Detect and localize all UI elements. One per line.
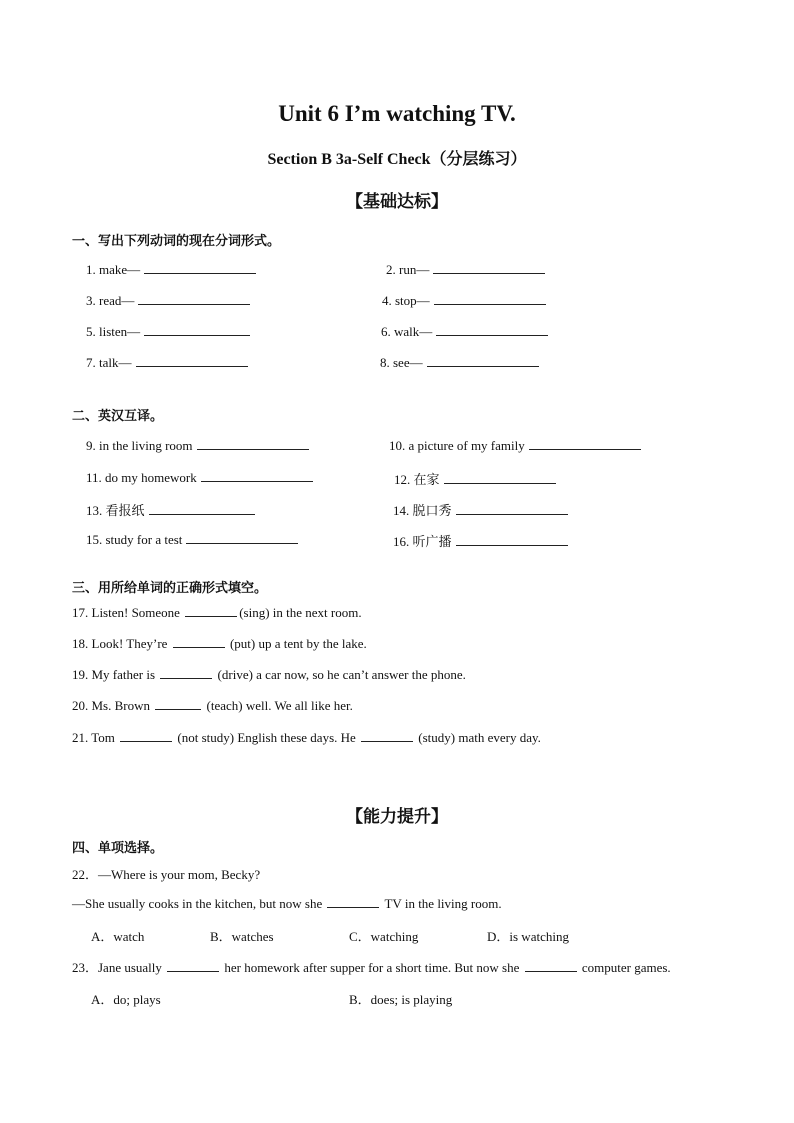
answer-blank[interactable] bbox=[361, 729, 413, 742]
answer-line[interactable] bbox=[197, 437, 309, 450]
item-number: 10. bbox=[389, 438, 406, 453]
answer-line[interactable] bbox=[456, 533, 568, 546]
answer-blank[interactable] bbox=[167, 959, 219, 972]
item-number: 14. bbox=[393, 503, 410, 518]
list-item bbox=[389, 437, 641, 454]
question-19 bbox=[72, 666, 466, 683]
question-23 bbox=[72, 957, 671, 976]
answer-line[interactable] bbox=[136, 354, 248, 367]
list-item bbox=[86, 354, 248, 371]
item-number: 1. bbox=[86, 262, 96, 277]
item-number: 5. bbox=[86, 324, 96, 339]
answer-blank[interactable] bbox=[327, 895, 379, 908]
option-b[interactable]: B．watches bbox=[210, 929, 274, 944]
answer-line[interactable] bbox=[144, 261, 256, 274]
list-item bbox=[386, 261, 545, 278]
question-text: 17. Listen! Someone bbox=[72, 605, 184, 620]
question-18 bbox=[72, 635, 367, 652]
item-number: 12. bbox=[394, 472, 411, 487]
question-17 bbox=[72, 604, 362, 621]
answer-blank[interactable] bbox=[525, 959, 577, 972]
answer-line[interactable] bbox=[436, 323, 548, 336]
question-text: 20. Ms. Brown bbox=[72, 698, 154, 713]
section2-heading: 二、英汉互译。 bbox=[72, 409, 164, 424]
answer-blank[interactable] bbox=[173, 635, 225, 648]
question-text: (drive) a car now, so he can’t answer the phone. bbox=[214, 667, 466, 682]
item-word: run— bbox=[399, 262, 430, 277]
answer-line[interactable] bbox=[456, 502, 568, 515]
item-text: a picture of my family bbox=[408, 438, 525, 453]
list-item bbox=[393, 500, 568, 519]
list-item bbox=[86, 469, 313, 486]
list-item bbox=[86, 323, 250, 340]
item-number: 3. bbox=[86, 293, 96, 308]
section1-heading: 一、写出下列动词的现在分词形式。 bbox=[72, 234, 281, 249]
band-advanced: 【能力提升】 bbox=[346, 807, 448, 826]
item-word: see— bbox=[393, 355, 423, 370]
answer-line[interactable] bbox=[144, 323, 250, 336]
answer-line[interactable] bbox=[186, 531, 298, 544]
item-text: do my homework bbox=[105, 470, 197, 485]
question-text: computer games. bbox=[578, 960, 671, 975]
question-21 bbox=[72, 729, 541, 746]
item-number: 4. bbox=[382, 293, 392, 308]
band-basic: 【基础达标】 bbox=[346, 192, 448, 211]
item-number: 8. bbox=[380, 355, 390, 370]
section3-heading: 三、用所给单词的正确形式填空。 bbox=[72, 581, 268, 596]
list-item bbox=[380, 354, 539, 371]
question-text: TV in the living room. bbox=[381, 896, 502, 911]
page-title: Unit 6 I’m watching TV. bbox=[278, 101, 516, 126]
answer-line[interactable] bbox=[434, 292, 546, 305]
answer-blank[interactable] bbox=[185, 604, 237, 617]
item-number: 15. bbox=[86, 532, 103, 547]
answer-line[interactable] bbox=[444, 471, 556, 484]
item-text: 在家 bbox=[413, 473, 440, 488]
question-20 bbox=[72, 697, 353, 714]
question-text: her homework after supper for a short time. But now she bbox=[221, 960, 523, 975]
question-text: (put) up a tent by the lake. bbox=[226, 636, 367, 651]
question-text: 18. Look! They’re bbox=[72, 636, 171, 651]
question-text: —She usually cooks in the kitchen, but now she bbox=[72, 896, 326, 911]
answer-blank[interactable] bbox=[155, 697, 201, 710]
option-a[interactable]: A．watch bbox=[91, 929, 145, 944]
question-text: (not study) English these days. He bbox=[174, 730, 360, 745]
page-subtitle: Section B 3a-Self Check（分层练习） bbox=[267, 151, 527, 168]
item-word: make— bbox=[99, 262, 141, 277]
item-number: 9. bbox=[86, 438, 96, 453]
item-text: 看报纸 bbox=[105, 504, 145, 519]
list-item bbox=[86, 531, 298, 548]
option-b[interactable]: B．does; is playing bbox=[349, 992, 453, 1007]
answer-line[interactable] bbox=[529, 437, 641, 450]
section4-heading: 四、单项选择。 bbox=[72, 841, 164, 856]
question-text: (teach) well. We all like her. bbox=[203, 698, 353, 713]
answer-blank[interactable] bbox=[160, 666, 212, 679]
item-number: 16. bbox=[393, 534, 410, 549]
item-word: listen— bbox=[99, 324, 141, 339]
item-number: 13. bbox=[86, 503, 103, 518]
question-text: (study) math every day. bbox=[415, 730, 541, 745]
answer-line[interactable] bbox=[149, 502, 255, 515]
question-text: 21. Tom bbox=[72, 730, 119, 745]
list-item bbox=[86, 261, 256, 278]
item-word: read— bbox=[99, 293, 135, 308]
item-text: 听广播 bbox=[412, 535, 452, 550]
question-text: 19. My father is bbox=[72, 667, 159, 682]
question-text: 23．Jane usually bbox=[72, 960, 166, 975]
option-c[interactable]: C．watching bbox=[349, 929, 419, 944]
list-item bbox=[394, 469, 556, 488]
option-d[interactable]: D．is watching bbox=[487, 929, 569, 944]
item-text: in the living room bbox=[99, 438, 193, 453]
answer-line[interactable] bbox=[138, 292, 250, 305]
item-number: 6. bbox=[381, 324, 391, 339]
item-text: study for a test bbox=[105, 532, 183, 547]
option-a[interactable]: A．do; plays bbox=[91, 992, 161, 1007]
answer-blank[interactable] bbox=[120, 729, 172, 742]
list-item bbox=[86, 437, 309, 454]
question-text: (sing) in the next room. bbox=[239, 605, 362, 620]
item-text: 脱口秀 bbox=[412, 504, 452, 519]
list-item bbox=[86, 292, 250, 309]
item-word: walk— bbox=[394, 324, 433, 339]
question-22-line1: 22．—Where is your mom, Becky? bbox=[72, 867, 261, 882]
item-word: talk— bbox=[99, 355, 132, 370]
list-item bbox=[393, 531, 568, 550]
list-item bbox=[382, 292, 546, 309]
item-word: stop— bbox=[395, 293, 430, 308]
answer-line[interactable] bbox=[433, 261, 545, 274]
item-number: 7. bbox=[86, 355, 96, 370]
answer-line[interactable] bbox=[201, 469, 313, 482]
answer-line[interactable] bbox=[427, 354, 539, 367]
list-item bbox=[381, 323, 548, 340]
item-number: 11. bbox=[86, 470, 102, 485]
question-22-line2 bbox=[72, 895, 502, 912]
list-item bbox=[86, 500, 255, 519]
item-number: 2. bbox=[386, 262, 396, 277]
